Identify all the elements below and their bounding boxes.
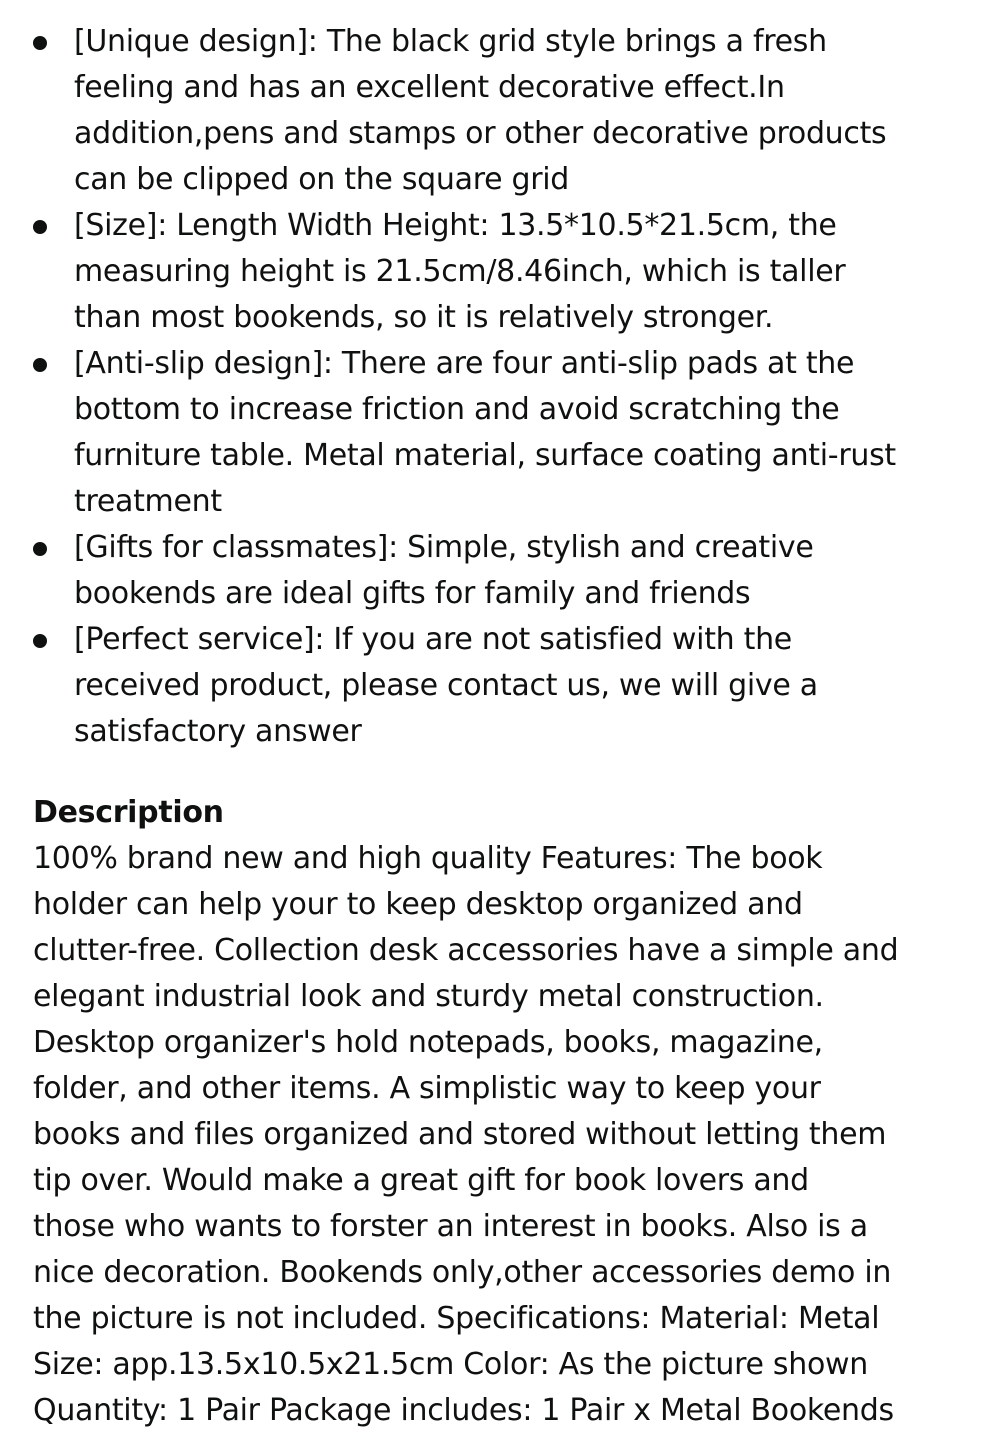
bullet-text-line: addition,pens and stamps or other decorative products: [74, 116, 887, 151]
feature-bullet-gifts: [0, 525, 983, 617]
bullet-text-line: furniture table. Metal material, surface coating anti-rust: [74, 438, 896, 473]
bullet-text-line: [Unique design]: The black grid style brings a fresh: [74, 24, 827, 59]
bullet-text-line: treatment: [74, 484, 222, 519]
feature-bullet-size: [0, 203, 983, 341]
description-line: Desktop organizer's hold notepads, books, magazine,: [33, 1025, 823, 1060]
description-line: 100% brand new and high quality Features: The book: [33, 841, 823, 876]
description-body: [33, 836, 963, 1434]
bullet-text-line: [Perfect service]: If you are not satisfied with the: [74, 622, 792, 657]
bullet-dot-icon: [33, 220, 47, 234]
bullet-text-line: [Size]: Length Width Height: 13.5*10.5*21.5cm, the: [74, 208, 837, 243]
feature-bullet-anti-slip: [0, 341, 983, 525]
description-line: those who wants to forster an interest in books. Also is a: [33, 1209, 868, 1244]
feature-bullet-service: [0, 617, 983, 755]
bullet-text-line: [Anti-slip design]: There are four anti-slip pads at the: [74, 346, 855, 381]
description-line: holder can help your to keep desktop organized and: [33, 887, 803, 922]
bullet-text-line: [Gifts for classmates]: Simple, stylish and creative: [74, 530, 814, 565]
bullet-dot-icon: [33, 542, 47, 556]
bullet-text-line: bottom to increase friction and avoid scratching the: [74, 392, 840, 427]
description-line: Size: app.13.5x10.5x21.5cm Color: As the picture shown: [33, 1347, 868, 1382]
bullet-text-line: than most bookends, so it is relatively stronger.: [74, 300, 774, 335]
bullet-text-line: feeling and has an excellent decorative effect.In: [74, 70, 785, 105]
description-line: the picture is not included. Specifications: Material: Metal: [33, 1301, 880, 1336]
bullet-text-line: bookends are ideal gifts for family and friends: [74, 576, 751, 611]
bullet-text-line: can be clipped on the square grid: [74, 162, 570, 197]
description-heading: Description: [33, 795, 224, 830]
feature-bullet-list: [0, 19, 983, 755]
bullet-dot-icon: [33, 36, 47, 50]
description-line: nice decoration. Bookends only,other accessories demo in: [33, 1255, 892, 1290]
bullet-text-line: measuring height is 21.5cm/8.46inch, which is taller: [74, 254, 846, 289]
description-line: clutter-free. Collection desk accessories have a simple and: [33, 933, 899, 968]
description-line: elegant industrial look and sturdy metal construction.: [33, 979, 824, 1014]
bullet-text-line: satisfactory answer: [74, 714, 362, 749]
bullet-dot-icon: [33, 358, 47, 372]
feature-bullet-unique-design: [0, 19, 983, 203]
description-line: Quantity: 1 Pair Package includes: 1 Pair x Metal Bookends: [33, 1393, 894, 1428]
bullet-dot-icon: [33, 634, 47, 648]
description-line: books and files organized and stored without letting them: [33, 1117, 887, 1152]
description-line: tip over. Would make a great gift for book lovers and: [33, 1163, 809, 1198]
bullet-text-line: received product, please contact us, we will give a: [74, 668, 818, 703]
description-line: folder, and other items. A simplistic way to keep your: [33, 1071, 821, 1106]
